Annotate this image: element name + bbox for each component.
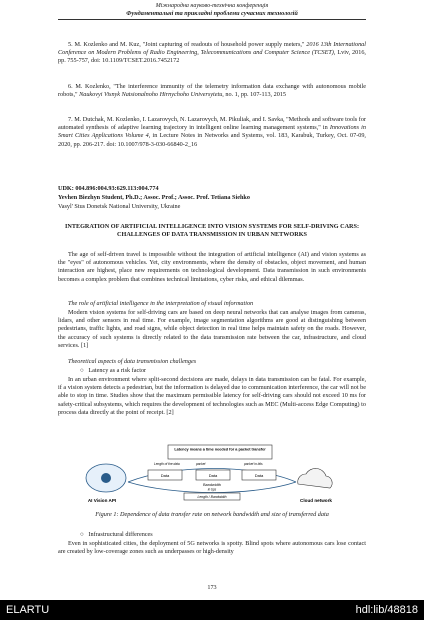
reference-6: 6. M. Kozlenko, "The interference immunity of the telemetry information data exchange with autonomous mobile robots," Naukovyi Visnyk Natsionalnoho Hirnychoho Universytetu, no. 1, pp. 107-113, 2015 xyxy=(58,83,366,99)
cloud-icon xyxy=(298,468,332,488)
bullet-infrastructure: ○ Infrastructural differences xyxy=(80,531,153,538)
length-of-label: Length of the data xyxy=(154,462,180,466)
reference-5: 5. M. Kozlenko and M. Kuz, "Joint capturing of readouts of household power supply meters," 2016 13th International Conference on Modern Problems of Radio Engineering, Telecommunications and Computer Science (TCSET), Lviv, 2016, pp. 755-757, doi: 10.1109/TCSET.2016.7452172 xyxy=(58,41,366,65)
data-label-1: Data xyxy=(160,473,170,478)
latency-figure xyxy=(84,444,340,508)
page-number: 173 xyxy=(207,584,217,591)
conference-header-line1: Міжнародна науково-технічна конференція xyxy=(155,3,269,9)
latency-callout: Latency means a time needed for a packet transfer xyxy=(174,447,266,452)
figure-caption: Figure 1: Dependence of data transfer rate on network bandwidth and size of transferred data xyxy=(95,511,329,518)
bandwidth-label: Bandwidth xyxy=(203,483,221,487)
footer-right[interactable]: hdl:lib/48818 xyxy=(355,604,418,616)
paper-title: INTEGRATION OF ARTIFICIAL INTELLIGENCE INTO VISION SYSTEMS FOR SELF-DRIVING CARS: CHALLENGES OF DATA TRANSMISSION IN URBAN NETWORKS xyxy=(64,223,360,239)
paragraph-intro: The age of self-driven travel is impossible without the integration of artificial intelligence (AI) and vision systems as the "eyes" of autonomous vehicles. Yet, city environments, where the density of obstacles, object movement, and human interaction are highest, place new requirements on technological development. Data transmission in such environments becomes a complex problem that combines technical limitations, cyber risks, and ethical dilemmas. xyxy=(58,251,366,283)
udc-code: UDK: 004.896:004.93:629.113:004.774 xyxy=(58,185,159,192)
formula-label: Length / Bandwidth xyxy=(197,495,227,499)
header-rule xyxy=(58,19,366,20)
reference-7: 7. M. Dutchak, M. Kozlenko, I. Lazarovych, N. Lazarovych, M. Pikuliak, and I. Savka, "Methods and software tools for automated synthesis of adaptive learning trajectory in intelligent online learning management systems," in Innovations in Smart Cities Applications Volume 4, in Lecture Notes in Networks and Systems, vol. 183, Karabuk, Turkey, Oct. 07-09, 2020, pp. 206-217. doi: 10.1007/978-3-030-66840-2_16 xyxy=(58,116,366,148)
data-label-3: Data xyxy=(254,473,264,478)
repository-footer xyxy=(0,600,424,620)
affiliation: Vasyl' Stus Donetsk National University, Ukraine xyxy=(58,203,181,210)
paragraph-infrastructure: Even in sophisticated cities, the deployment of 5G networks is spotty. Blind spots where autonomous cars lose contact are created by low-coverage zones such as underpasses or high-density xyxy=(58,540,366,556)
packet-in-bits-label: packet in bits xyxy=(244,462,263,466)
bullet-icon: ○ xyxy=(80,367,89,374)
bullet-icon: ○ xyxy=(80,531,89,538)
packet-label: packet xyxy=(196,462,206,466)
paragraph-vision-systems: Modern vision systems for self-driving cars are based on deep neural networks that can analyse images from cameras, lidars, and other sensors in real time. For example, image segmentation algorithms are good at distinguishing between pedestrians, traffic lights, and road signs, while object detection in real time helps maintain safety on the roads. However, the accuracy of such systems is directly related to the data transmission rate between the car, infrastructure, and cloud services. [1] xyxy=(58,309,366,349)
subheading-ai-role: The role of artificial intelligence in the interpretation of visual information xyxy=(68,300,254,307)
paragraph-latency: In an urban environment where split-second decisions are made, delays in data transmission can be fatal. For example, if a vision system detects a pedestrian, but the information is delayed due to communication interference, the car will not be able to stop in time. Studies show that the maximum permissible latency for self-driving cars should not exceed 10 ms for safety-critical subsystems, which requires the development of technologies such as MEC (Multi-access Edge Computing) to process data directly at the point of receipt. [2] xyxy=(58,376,366,416)
footer-left: ELARTU xyxy=(6,604,50,616)
bullet-latency: ○ Latency as a risk factor xyxy=(80,367,147,374)
cloud-network-label: Cloud network xyxy=(300,498,332,503)
in-bps-label: in bps xyxy=(207,487,217,492)
conference-header-line2: Фундаментальні та прикладні проблеми сучасних технологій xyxy=(126,10,298,17)
authors: Yevhen Biezhyn Student, Ph.D.; Assoc. Prof.; Assoc. Prof. Tetiana Siehko xyxy=(58,194,250,201)
eye-pupil xyxy=(101,473,111,483)
data-label-2: Data xyxy=(208,473,218,478)
subheading-theory: Theoretical aspects of data transmission challenges xyxy=(68,358,197,365)
ai-vision-label: AI Vision API xyxy=(87,498,117,503)
